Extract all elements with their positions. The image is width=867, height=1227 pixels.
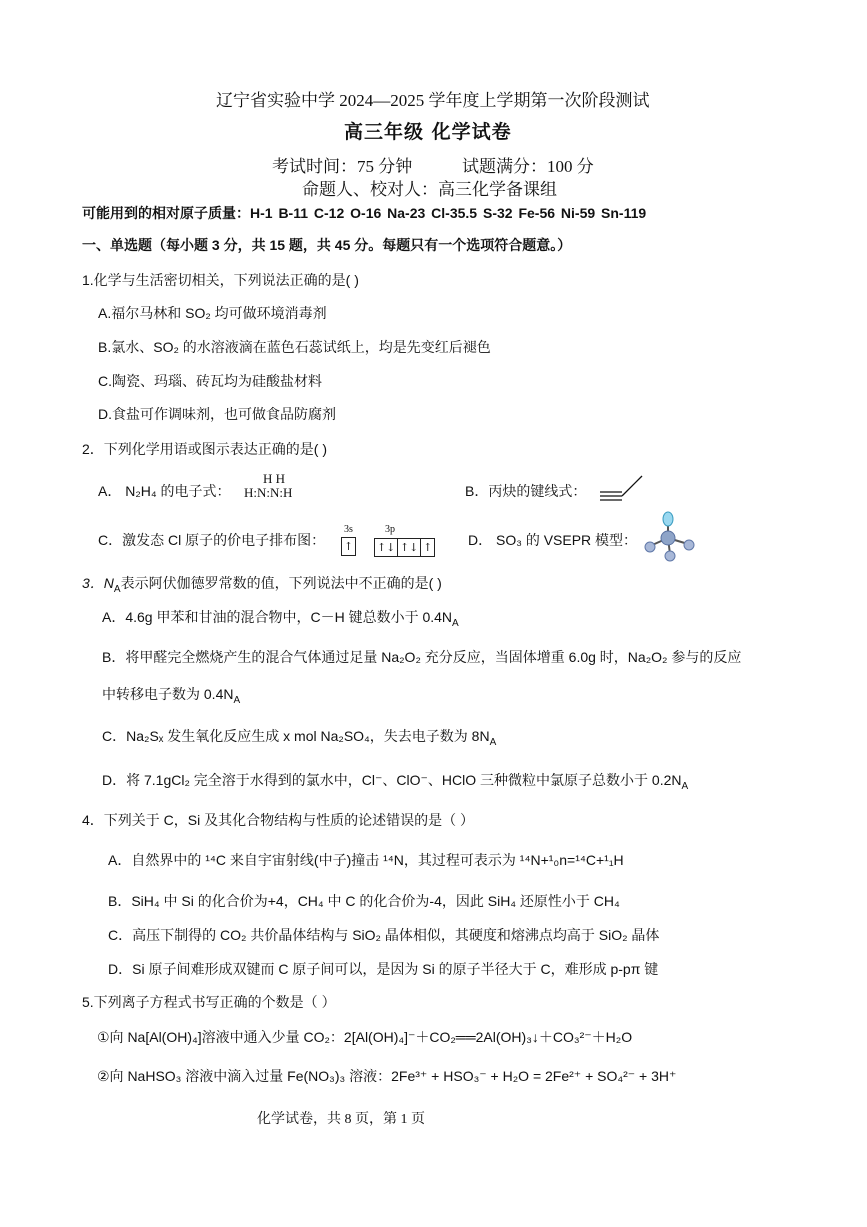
q3-option-c-sub: A [489,736,497,748]
q4-option-a: A．自然界中的 ¹⁴C 来自宇宙射线(中子)撞击 ¹⁴N，其过程可表示为 ¹⁴N+¹₀n=¹⁴C+¹₁H [108,852,624,868]
q5-item-2: ②向 NaHSO₃ 溶液中滴入过量 Fe(NO₃)₃ 溶液：2Fe³⁺ + HSO₃⁻ + H₂O = 2Fe²⁺ + SO₄²⁻ + 3H⁺ [97,1068,677,1084]
q4-option-d: D．Si 原子间难形成双键而 C 原子间可以，是因为 Si 的原子半径大于 C，难形成 p-pπ 键 [108,961,659,977]
q2-option-b-label: B．丙炔的键线式： [465,483,587,499]
q3-option-b-line1: B．将甲醛完全燃烧产生的混合气体通过足量 Na₂O₂ 充分反应，当固体增重 6.0g 时，Na₂O₂ 参与的反应 [102,649,742,665]
q2-option-a-label: A． N₂H₄ 的电子式： [98,483,231,499]
q3-option-d-sub: A [681,780,689,792]
q2-option-d-label: D． SO₃ 的 VSEPR 模型： [468,532,638,548]
cl-orbital-diagram [341,524,435,557]
q1-option-c: C.陶瓷、玛瑙、砖瓦均为硅酸盐材料 [98,373,322,389]
q3-stem [82,573,442,593]
orbital-3p-boxes: ↑↓ ↑↓ ↑ [374,538,435,557]
q2-stem: 2．下列化学用语或图示表达正确的是( ) [82,441,327,457]
q1-option-b: B.氯水、SO₂ 的水溶液滴在蓝色石蕊试纸上，均是先变红后褪色 [98,339,491,355]
page-footer: 化学试卷，共 8 页，第 1 页 [257,1112,425,1127]
exam-authors: 命题人、校对人：高三化学备课组 [302,180,557,199]
q3-option-a-text: A．4.6g 甲苯和甘油的混合物中，C－H 键总数小于 0.4N [102,609,453,625]
propyne-skeletal-icon [596,472,646,502]
q3-option-d [102,770,688,790]
n2h4-lewis-structure [244,472,292,500]
orbital-3s-box: ↑ [341,537,356,556]
q5-item-1: ①向 Na[Al(OH)₄]溶液中通入少量 CO₂：2[Al(OH)₄]⁻＋CO₂══2Al(OH)₃↓＋CO₃²⁻＋H₂O [97,1029,633,1045]
q1-option-d: D.食盐可作调味剂，也可做食品防腐剂 [98,406,336,422]
exam-title: 辽宁省实验中学 2024—2025 学年度上学期第一次阶段测试 [216,91,650,110]
so3-vsepr-model-icon [640,510,700,562]
lewis-main-row: H:N:N:H [244,485,293,500]
q3-option-c [102,726,496,746]
q5-stem: 5.下列离子方程式书写正确的个数是（ ） [82,994,336,1010]
q3-option-d-text: D．将 7.1gCl₂ 完全溶于水得到的氯水中，Cl⁻、ClO⁻、HClO 三种微粒中氯原子总数小于 0.2N [102,772,682,788]
q4-option-c: C．高压下制得的 CO₂ 共价晶体结构与 SiO₂ 晶体相似，其硬度和熔沸点均高于 SiO₂ 晶体 [108,927,660,943]
q3-option-a-sub: A [452,617,459,629]
exam-subtitle: 高三年级 化学试卷 [344,121,512,143]
exam-full-score: 试题满分：100 分 [462,157,594,176]
q1-stem: 1.化学与生活密切相关，下列说法正确的是( ) [82,272,359,288]
atomic-masses: 可能用到的相对原子质量：H-1 B-11 C-12 O-16 Na-23 Cl-35.5 S-32 Fe-56 Ni-59 Sn-119 [82,205,647,221]
q3-option-c-text: C．Na₂Sₓ 发生氧化反应生成 x mol Na₂SO₄，失去电子数为 8N [102,728,490,744]
q3-stem-rest: 表示阿伏伽德罗常数的值，下列说法中不正确的是( ) [120,575,442,591]
q4-option-b: B．SiH₄ 中 Si 的化合价为+4，CH₄ 中 C 的化合价为-4，因此 SiH₄ 还原性小于 CH₄ [108,893,620,909]
q3-stem-sub: A [113,583,121,595]
exam-time: 考试时间：75 分钟 [272,157,413,176]
q3-option-b-text: 中转移电子数为 0.4N [102,686,234,702]
orbital-3s-label: 3s [344,524,353,535]
q2-option-c-label: C．激发态 Cl 原子的价电子排布图： [98,532,326,548]
q1-option-a: A.福尔马林和 SO₂ 均可做环境消毒剂 [98,305,327,321]
q3-stem-prefix: 3．N [82,575,114,591]
orbital-3p-label: 3p [385,524,395,535]
q3-option-b-line2 [102,684,240,704]
q3-option-b-sub: A [233,694,241,706]
q4-stem: 4．下列关于 C，Si 及其化合物结构与性质的论述错误的是（ ） [82,812,475,828]
section-heading: 一、单选题（每小题 3 分，共 15 题，共 45 分。每题只有一个选项符合题意。） [82,237,572,253]
q3-option-a [102,607,459,627]
lewis-top-row: H H [263,471,286,486]
